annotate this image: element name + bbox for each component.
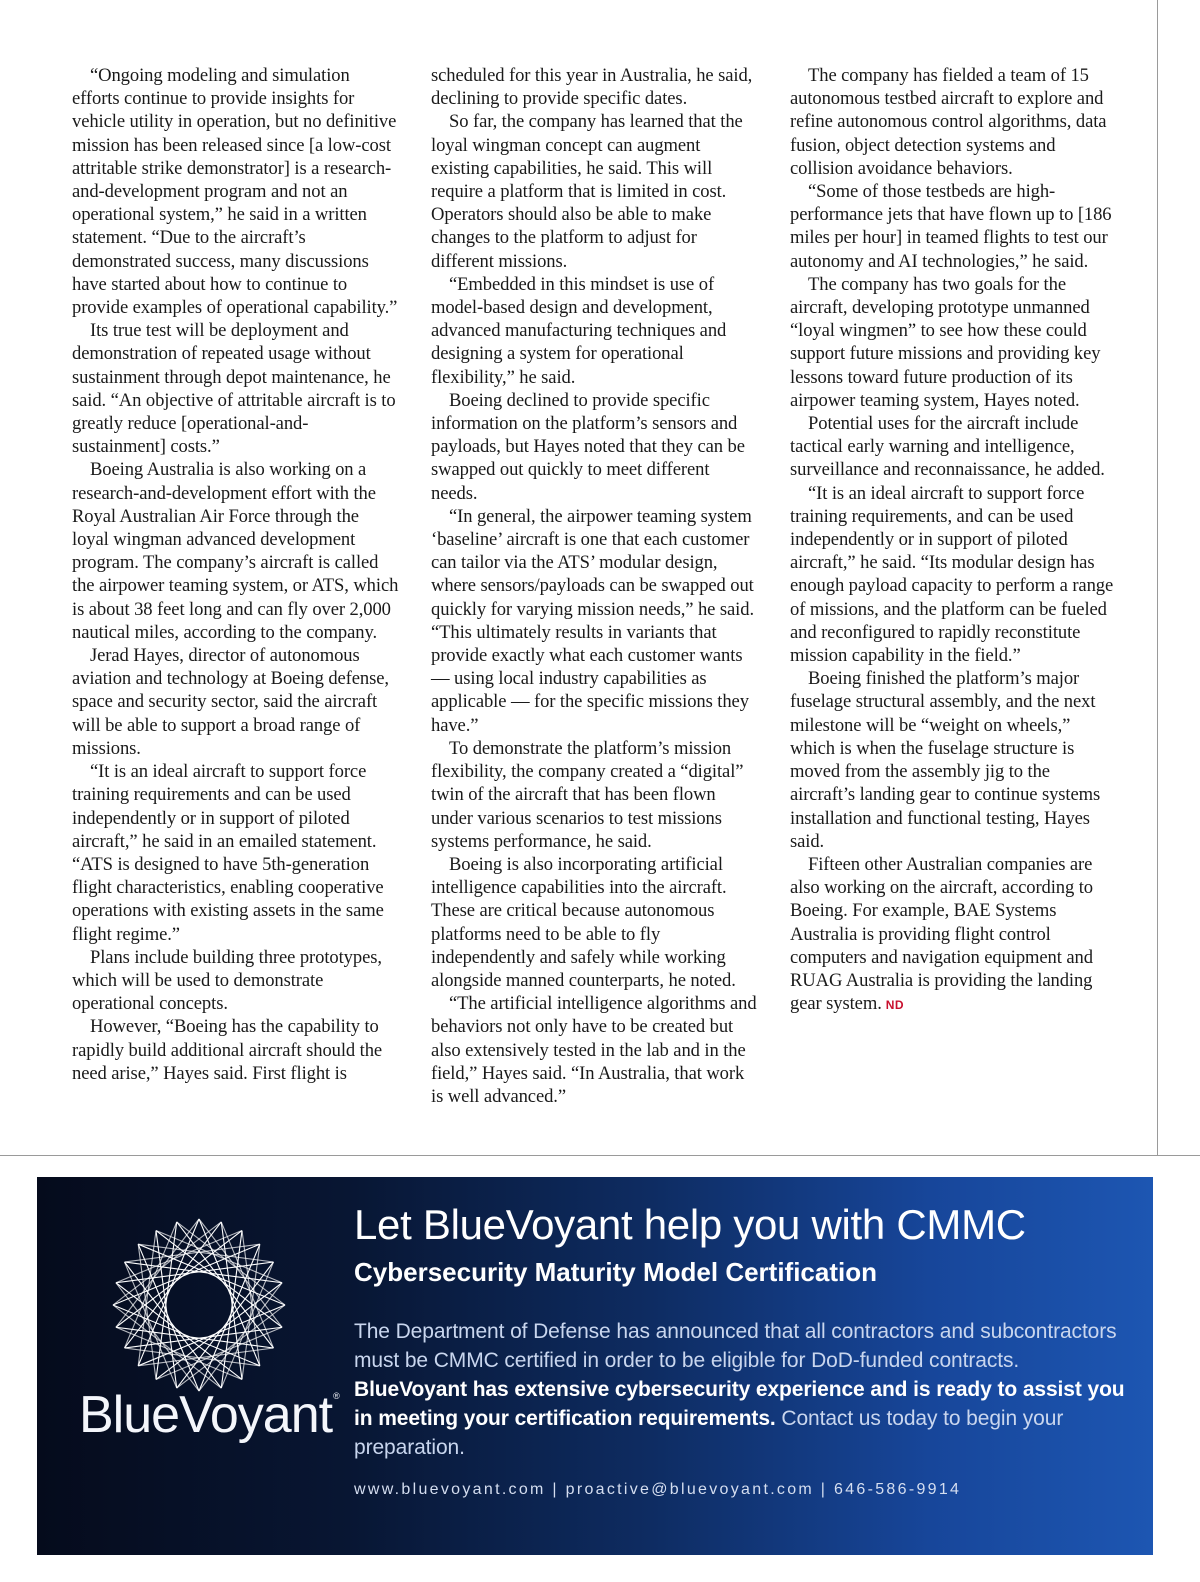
paragraph: “Ongoing modeling and simulation efforts continue to provide insights for vehicle utility in operation, but no definitive mission has been released since [a low-cost attritable strike demonstrator] is a research-and-development program and not an operational system,” he said in a written statement. “Due to the aircraft’s demonstrated success, many discussions have started about how to continue to provide examples of operational capability.” <box>72 65 398 319</box>
paragraph: “It is an ideal aircraft to support force training requirements and can be used independently or in support of piloted aircraft,” he said in an emailed statement. “ATS is designed to have 5th-generation flight characteristics, enabling cooperative operations with existing assets in the same flight regime.” <box>72 761 384 945</box>
paragraph: However, “Boeing has the capability to rapidly build additional aircraft should the need arise,” Hayes said. First flight is <box>72 1016 383 1084</box>
logo-wordmark: BlueVoyant <box>79 1386 333 1444</box>
paragraph: “It is an ideal aircraft to support force training requirements, and can be used independently or in support of piloted aircraft,” he said. “Its modular design has enough payload capacity to perform a range of missions, and the platform can be fueled and reconfigured to rapidly reconstitute mission capability in the field.” <box>790 482 1114 667</box>
ad-body-intro: The Department of Defense has announced that all contractors and subcontractors must be CMMC certified in order to be eligible for DoD-funded contracts. <box>354 1320 1117 1372</box>
bluevoyant-emblem-icon <box>109 1215 289 1395</box>
ad-subheadline: Cybersecurity Maturity Model Certification <box>354 1257 877 1287</box>
paragraph: Boeing is also incorporating artificial intelligence capabilities into the aircraft. These are critical because autonomous platforms need to be able to fly independently and safely while working alongside manned counterparts, he noted. <box>431 853 736 991</box>
paragraph-continued: scheduled for this year in Australia, he said, declining to provide specific dates. <box>431 65 753 110</box>
bluevoyant-logo <box>79 1385 339 1445</box>
paragraph: “Some of those testbeds are high-performance jets that have flown up to [186 miles per hour] in teamed flights to test our autonomy and AI technologies,” he said. <box>790 181 1112 272</box>
article-column-2 <box>431 64 759 1108</box>
paragraph: Its true test will be deployment and demonstration of repeated usage without sustainment through depot maintenance, he said. “An objective of attritable aircraft is to greatly reduce [operational-and-sustainment] costs.” <box>72 320 396 458</box>
paragraph: “Embedded in this mindset is use of model-based design and development, advanced manufacturing techniques and designing a system for operational flexibility,” he said. <box>431 273 727 388</box>
registered-mark: ® <box>333 1391 339 1401</box>
paragraph: Boeing finished the platform’s major fuselage structural assembly, and the next milestone will be “weight on wheels,” which is when the fuselage structure is moved from the assembly jig to the aircraft’s landing gear to continue systems installation and functional testing, Hayes said. <box>790 668 1101 852</box>
paragraph: Potential uses for the aircraft include tactical early warning and intelligence, surveillance and reconnaissance, he added. <box>790 413 1105 481</box>
paragraph-final <box>790 853 1118 1017</box>
bluevoyant-advertisement[interactable] <box>37 1177 1153 1555</box>
paragraph: Plans include building three prototypes, which will be used to demonstrate operational concepts. <box>72 946 382 1015</box>
ad-body-emphasis: BlueVoyant has extensive cybersecurity experience and is ready to assist you in meeting your certification requirements. <box>354 1378 1125 1430</box>
page-edge-rule <box>1157 0 1158 1156</box>
article-column-1 <box>72 64 400 1085</box>
paragraph: So far, the company has learned that the loyal wingman concept can augment existing capabilities, he said. This will require a platform that is limited in cost. Operators should also be able to make changes to the platform to adjust for different missions. <box>431 111 743 272</box>
article-column-3 <box>790 64 1118 1017</box>
ad-headline: Let BlueVoyant help you with CMMC <box>354 1201 1026 1248</box>
ad-body-cta: Contact us today to begin your preparation. <box>354 1407 1064 1459</box>
paragraph: The company has fielded a team of 15 autonomous testbed aircraft to explore and refine autonomous control algorithms, data fusion, object detection systems and collision avoidance behaviors. <box>790 65 1107 179</box>
ad-body-text <box>354 1317 1134 1462</box>
paragraph: “In general, the airpower teaming system ‘baseline’ aircraft is one that each customer can tailor via the ATS’ modular design, where sensors/payloads can be swapped out quickly for varying mission needs,” he said. “This ultimately results in variants that provide exactly what each customer wants — using local industry capabilities as applicable — for the specific missions they have.” <box>431 505 754 736</box>
paragraph: “The artificial intelligence algorithms and behaviors not only have to be created but also extensively tested in the lab and in the field,” Hayes said. “In Australia, that work is well advanced.” <box>431 993 757 1107</box>
paragraph: The company has two goals for the aircraft, developing prototype unmanned “loyal wingmen” to see how these could support future missions and providing key lessons toward future production of its airpower teaming system, Hayes noted. <box>790 273 1101 411</box>
paragraph: To demonstrate the platform’s mission flexibility, the company created a “digital” twin of the aircraft that has been flown under various scenarios to test missions systems performance, he said. <box>431 737 744 852</box>
article-body <box>72 64 1132 1144</box>
paragraph: Jerad Hayes, director of autonomous aviation and technology at Boeing defense, space and security sector, said the aircraft will be able to support a broad range of missions. <box>72 645 389 759</box>
paragraph: Boeing Australia is also working on a research-and-development effort with the Royal Australian Air Force through the loyal wingman advanced development program. The company’s aircraft is called the airpower teaming system, or ATS, which is about 38 feet long and can fly over 2,000 nautical miles, according to the company. <box>72 459 399 643</box>
paragraph: Boeing declined to provide specific information on the platform’s sensors and payloads, but Hayes noted that they can be swapped out quickly to meet different needs. <box>431 389 745 504</box>
article-ad-divider <box>0 1155 1200 1156</box>
final-paragraph-text: Fifteen other Australian companies are also working on the aircraft, according to Boeing. For example, BAE Systems Australia is providing flight control computers and navigation equipment and RUAG Australia is providing the landing gear system. <box>790 853 1094 1015</box>
end-mark: ND <box>885 998 905 1013</box>
ad-contact-line[interactable]: www.bluevoyant.com | proactive@bluevoyant.com | 646-586-9914 <box>354 1481 962 1498</box>
